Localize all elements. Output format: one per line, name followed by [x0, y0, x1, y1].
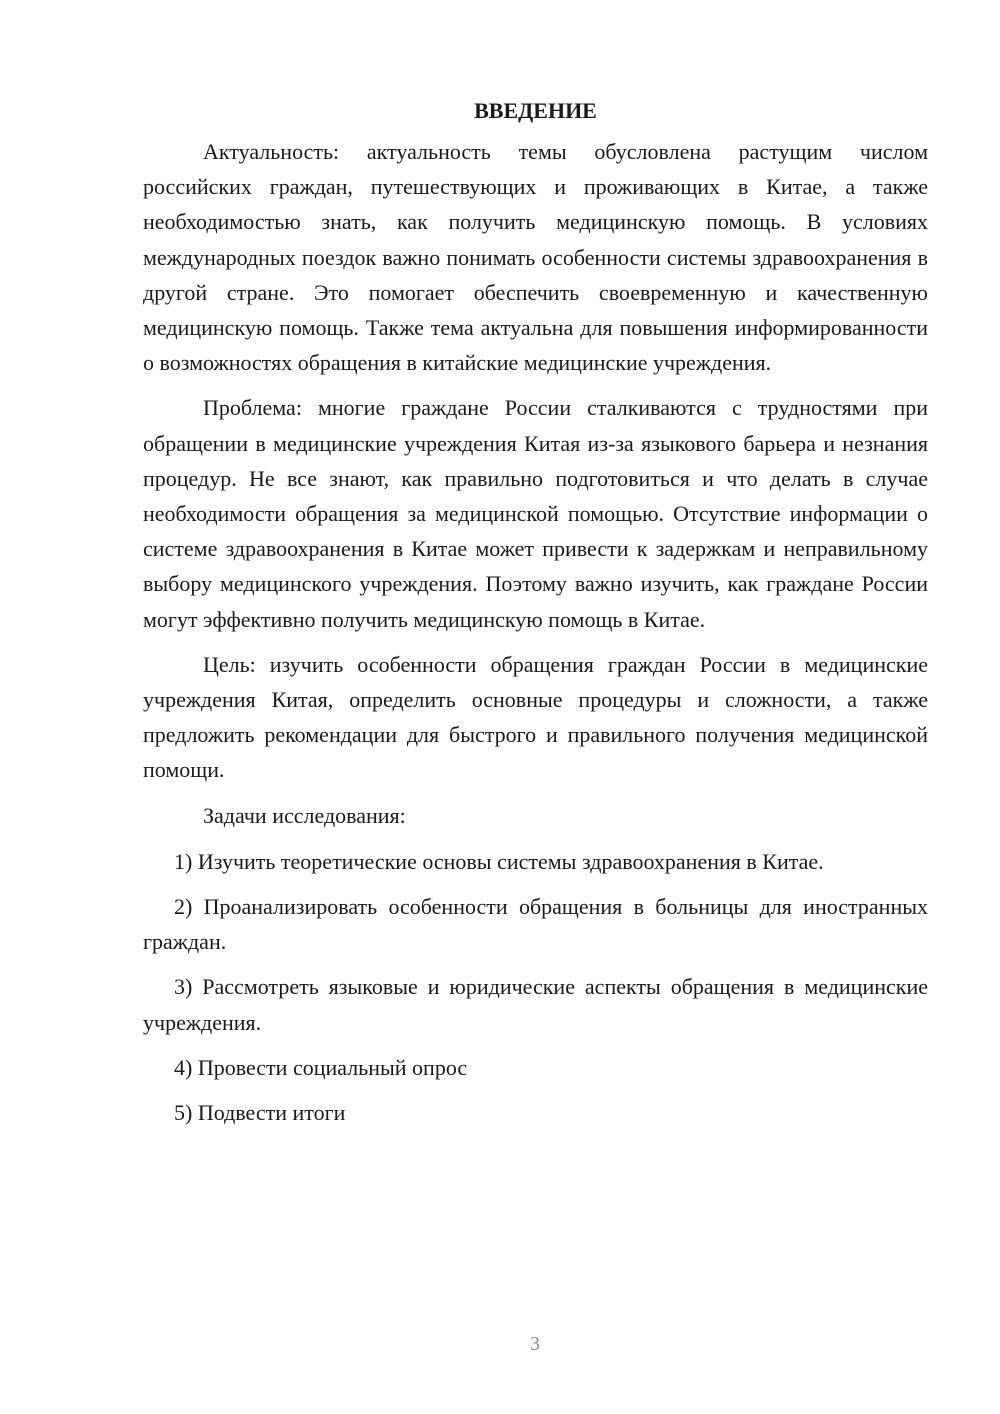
task-item-4: 4) Провести социальный опрос — [174, 1054, 468, 1080]
paragraph-problem: Проблема: многие граждане России сталкиваются с трудностями при обращении в медицинские учреждения Китая из-за языкового барьера и незнания процедур. Не все знают, как правильно подготовиться и что делать в случае необходимости обращения за медицинской помощью. Отсутствие информации о системе здравоохранения в Китае может привести к задержкам и неправильному выбору медицинского учреждения. Поэтому важно изучить, как граждане России могут эффективно получить медицинскую помощь в Китае. — [143, 395, 928, 632]
tasks-heading: Задачи исследования: — [203, 802, 406, 828]
paragraph-goal: Цель: изучить особенности обращения граждан России в медицинские учреждения Китая, определить основные процедуры и сложности, а также предложить рекомендации для быстрого и правильного получения медицинской помощи. — [143, 651, 928, 783]
task-item-1: 1) Изучить теоретические основы системы здравоохранения в Китае. — [174, 848, 824, 874]
page-content — [143, 93, 928, 1140]
section-title: ВВЕДЕНИЕ — [474, 98, 597, 123]
page-number: 3 — [530, 1333, 540, 1355]
task-item-5: 5) Подвести итоги — [174, 1100, 346, 1126]
task-item-2: 2) Проанализировать особенности обращения в больницы для иностранных граждан. — [143, 894, 928, 955]
task-item-3: 3) Рассмотреть языковые и юридические аспекты обращения в медицинские учреждения. — [143, 974, 928, 1035]
paragraph-relevance: Актуальность: актуальность темы обусловлена растущим числом российских граждан, путешествующих и проживающих в Китае, а также необходимостью знать, как получить медицинскую помощь. В условиях международных поездок важно понимать особенности системы здравоохранения в другой стране. Это помогает обеспечить своевременную и качественную медицинскую помощь. Также тема актуальна для повышения информированности о возможностях обращения в китайские медицинские учреждения. — [143, 139, 928, 376]
